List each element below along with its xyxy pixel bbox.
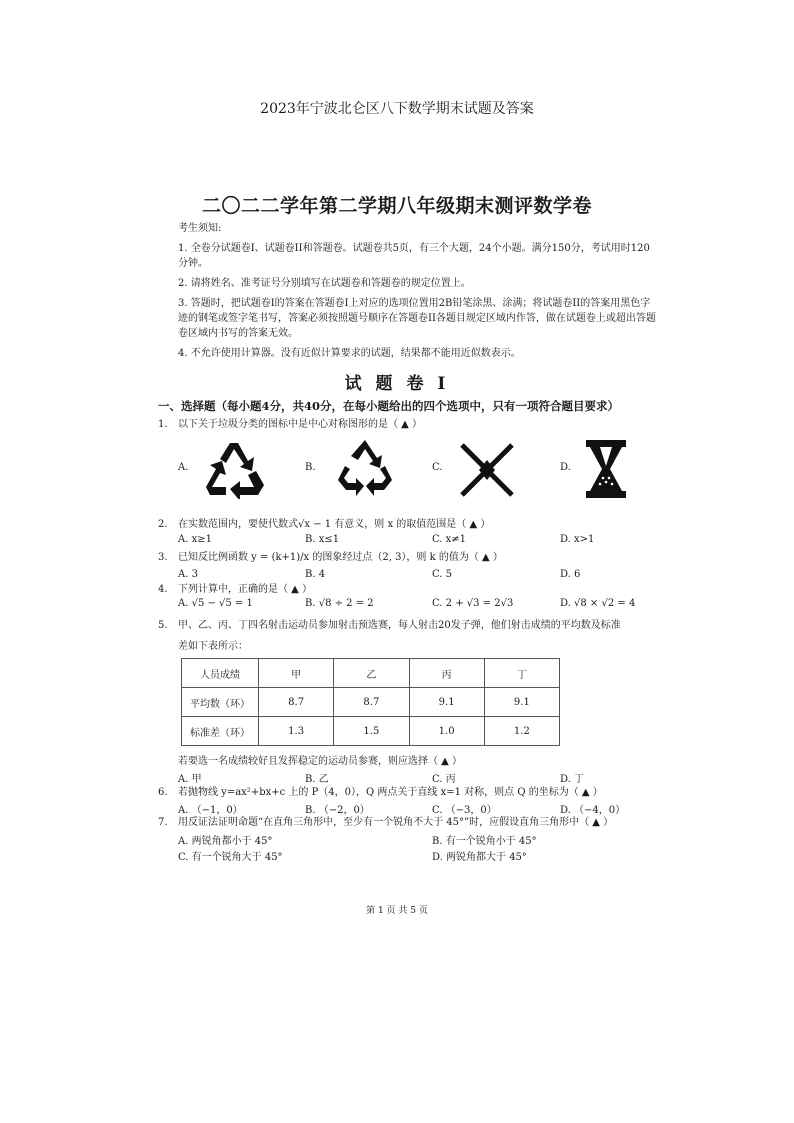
document-title: 2023年宁波北仑区八下数学期末试题及答案 xyxy=(260,101,534,117)
option-d: D. 丁 xyxy=(560,774,585,785)
option-d: D. 6 xyxy=(560,569,581,580)
table-row xyxy=(182,688,560,717)
question-text: 若抛物线 y=ax²+bx+c 上的 P（4，0），Q 两点关于直线 x=1 对称，则点 Q 的坐标为（ ▲ ） xyxy=(178,787,603,798)
option-a: A. （−1，0） xyxy=(178,805,243,816)
recycle-triangle-icon xyxy=(202,441,266,499)
option-c: C. 有一个锐角大于 45° xyxy=(178,852,283,863)
option-b: B. 有一个锐角小于 45° xyxy=(432,836,537,847)
option-c: C. （−3，0） xyxy=(432,805,497,816)
question-text-continued: 若要选一名成绩较好且发挥稳定的运动员参赛，则应选择（ ▲ ） xyxy=(178,756,463,767)
table-cell: 1.0 xyxy=(409,717,484,746)
table-header-cell: 丙 xyxy=(409,659,484,688)
question-number: 6. xyxy=(158,787,168,798)
question-text: 以下关于垃圾分类的图标中是中心对称图形的是（ ▲ ） xyxy=(178,419,423,430)
option-d: D. xyxy=(560,462,571,473)
option-a: A. x≥1 xyxy=(178,534,212,545)
option-c: C. 5 xyxy=(432,569,453,580)
option-b: B. 乙 xyxy=(305,774,329,785)
table-cell: 9.1 xyxy=(409,688,484,717)
table-cell: 1.5 xyxy=(334,717,409,746)
table-header-cell: 人员成绩 xyxy=(182,659,259,688)
table-cell: 1.2 xyxy=(484,717,559,746)
notes-heading: 考生须知: xyxy=(178,223,222,234)
option-c: C. x≠1 xyxy=(432,534,467,545)
question-number: 1. xyxy=(158,419,168,430)
option-b: B. xyxy=(305,462,316,473)
option-d: D. 两锐角都大于 45° xyxy=(432,852,527,863)
table-cell: 9.1 xyxy=(484,688,559,717)
option-b: B. √8 ÷ 2 = 2 xyxy=(305,598,374,609)
table-header-cell: 乙 xyxy=(334,659,409,688)
question-text-continued: 差如下表所示： xyxy=(178,641,248,652)
table-cell: 平均数（环） xyxy=(182,688,259,717)
option-c: C. 丙 xyxy=(432,774,456,785)
question-text: 甲、乙、丙、丁四名射击运动员参加射击预选赛，每人射击20发子弹，他们射击成绩的平均数及标准 xyxy=(178,620,621,631)
table-row xyxy=(182,717,560,746)
part-title: 一、选择题（每小题4分，共40分，在每小题给出的四个选项中，只有一项符合题目要求） xyxy=(158,399,620,413)
note-item: 3. 答题时，把试题卷I的答案在答题卷I上对应的选项位置用2B铅笔涂黑、涂满；将试题卷II的答案用黑色字迹的钢笔或签字笔书写，答案必须按照题号顺序在答题卷II各题目规定区域内作答，做在试题卷上或超出答题卷区域内书写的答案无效。 xyxy=(178,298,656,339)
note-item: 4. 不允许使用计算器。没有近似计算要求的试题，结果都不能用近似数表示。 xyxy=(178,348,521,359)
question-number: 2. xyxy=(158,519,168,530)
question-number: 3. xyxy=(158,552,168,563)
table-cell: 8.7 xyxy=(259,688,334,717)
option-d: D. （−4，0） xyxy=(560,805,626,816)
recycle-notched-icon xyxy=(336,438,394,500)
crossed-arrows-icon xyxy=(459,442,515,498)
option-a: A. 甲 xyxy=(178,774,202,785)
exam-title: 二〇二二学年第二学期八年级期末测评数学卷 xyxy=(201,195,592,217)
section-title: 试 题 卷 I xyxy=(344,374,450,394)
table-cell: 标准差（环） xyxy=(182,717,259,746)
option-a: A. xyxy=(178,462,189,473)
option-b: B. （−2，0） xyxy=(305,805,370,816)
option-b: B. 4 xyxy=(305,569,326,580)
score-table xyxy=(181,658,560,746)
table-cell: 8.7 xyxy=(334,688,409,717)
page-footer: 第 1 页 共 5 页 xyxy=(366,906,428,916)
option-c: C. 2 + √3 = 2√3 xyxy=(432,598,514,609)
question-number: 7. xyxy=(158,817,168,828)
question-number: 4. xyxy=(158,584,168,595)
table-header-cell: 甲 xyxy=(259,659,334,688)
option-a: A. 两锐角都小于 45° xyxy=(178,836,273,847)
question-number: 5. xyxy=(158,620,168,631)
question-text: 下列计算中，正确的是（ ▲ ） xyxy=(178,584,313,595)
option-d: D. x>1 xyxy=(560,534,595,545)
note-item: 2. 请将姓名、准考证号分别填写在试题卷和答题卷的规定位置上。 xyxy=(178,278,471,289)
option-d: D. √8 × √2 = 4 xyxy=(560,598,636,609)
option-c: C. xyxy=(432,462,443,473)
hourglass-icon xyxy=(584,440,628,498)
option-a: A. 3 xyxy=(178,569,198,580)
table-header-row xyxy=(182,659,560,688)
question-text: 用反证法证明命题“在直角三角形中，至少有一个锐角不大于 45°”时，应假设直角三角形中（ ▲ ） xyxy=(178,817,614,828)
table-header-cell: 丁 xyxy=(484,659,559,688)
question-text: 在实数范围内，要使代数式√x − 1 有意义，则 x 的取值范围是（ ▲ ） xyxy=(178,519,491,530)
option-b: B. x≤1 xyxy=(305,534,340,545)
note-item: 1. 全卷分试题卷I、试题卷II和答题卷。试题卷共5页，有三个大题，24个小题。满分150分，考试用时120分钟。 xyxy=(178,243,650,269)
option-a: A. √5 − √5 = 1 xyxy=(178,598,253,609)
table-cell: 1.3 xyxy=(259,717,334,746)
exam-notes xyxy=(178,221,658,366)
question-text: 已知反比例函数 y = (k+1)/x 的图象经过点（2, 3），则 k 的值为（ ▲ ） xyxy=(178,552,503,563)
